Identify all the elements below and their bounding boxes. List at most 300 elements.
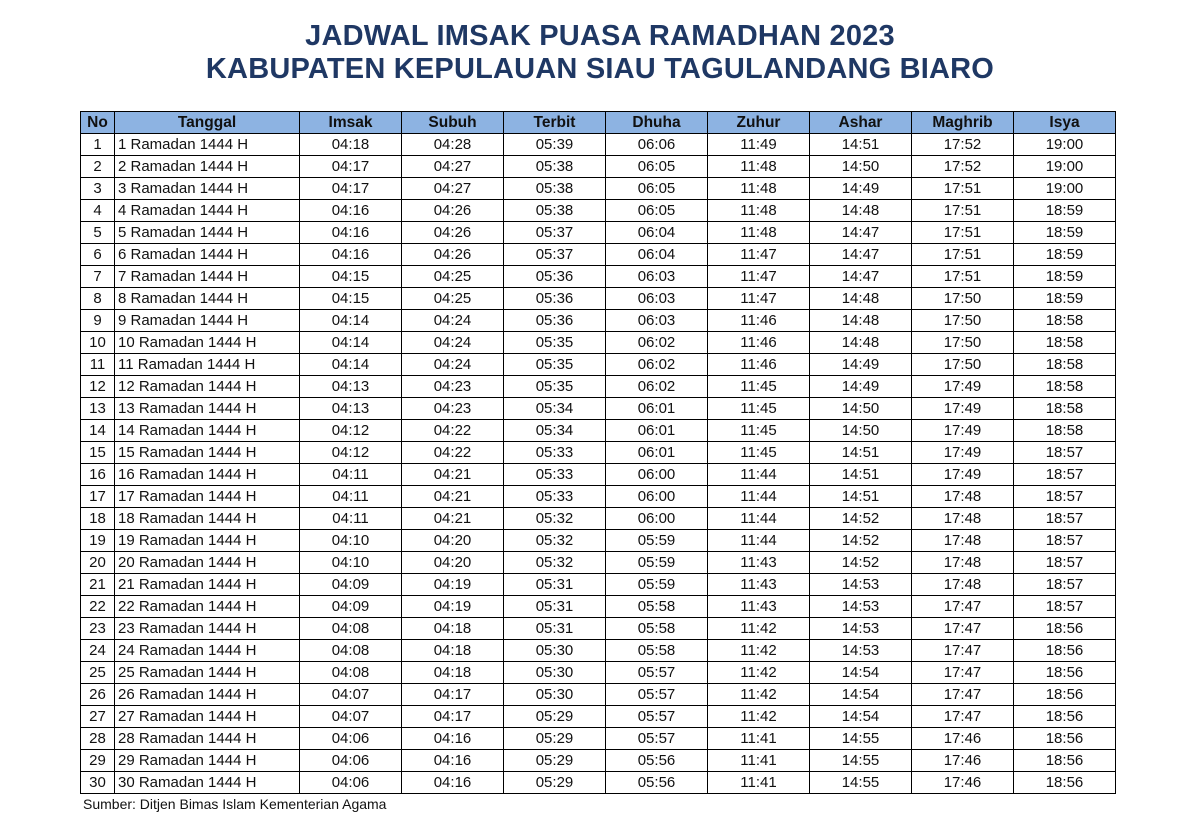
- cell-isya: 18:58: [1014, 354, 1116, 376]
- cell-zuhur: 11:48: [708, 200, 810, 222]
- cell-subuh: 04:16: [402, 750, 504, 772]
- cell-no: 17: [81, 486, 115, 508]
- prayer-schedule-table: [80, 111, 1116, 794]
- cell-terbit: 05:37: [504, 222, 606, 244]
- cell-tanggal: 15 Ramadan 1444 H: [115, 442, 300, 464]
- cell-imsak: 04:14: [300, 310, 402, 332]
- cell-tanggal: 7 Ramadan 1444 H: [115, 266, 300, 288]
- cell-terbit: 05:34: [504, 420, 606, 442]
- cell-dhuha: 06:04: [606, 244, 708, 266]
- cell-ashar: 14:53: [810, 596, 912, 618]
- cell-ashar: 14:52: [810, 508, 912, 530]
- cell-maghrib: 17:46: [912, 772, 1014, 794]
- table-row: [81, 178, 1116, 200]
- cell-imsak: 04:12: [300, 442, 402, 464]
- cell-subuh: 04:19: [402, 574, 504, 596]
- cell-terbit: 05:30: [504, 640, 606, 662]
- cell-tanggal: 24 Ramadan 1444 H: [115, 640, 300, 662]
- cell-maghrib: 17:48: [912, 530, 1014, 552]
- cell-no: 1: [81, 134, 115, 156]
- header-zuhur: Zuhur: [708, 112, 810, 134]
- cell-imsak: 04:11: [300, 486, 402, 508]
- table-row: [81, 486, 1116, 508]
- header-dhuha: Dhuha: [606, 112, 708, 134]
- cell-ashar: 14:52: [810, 530, 912, 552]
- cell-zuhur: 11:44: [708, 508, 810, 530]
- cell-terbit: 05:29: [504, 772, 606, 794]
- cell-subuh: 04:20: [402, 530, 504, 552]
- cell-isya: 18:57: [1014, 530, 1116, 552]
- cell-maghrib: 17:47: [912, 662, 1014, 684]
- cell-subuh: 04:26: [402, 200, 504, 222]
- table-row: [81, 266, 1116, 288]
- cell-terbit: 05:36: [504, 310, 606, 332]
- cell-zuhur: 11:44: [708, 464, 810, 486]
- cell-subuh: 04:26: [402, 222, 504, 244]
- table-row: [81, 684, 1116, 706]
- cell-tanggal: 17 Ramadan 1444 H: [115, 486, 300, 508]
- cell-maghrib: 17:52: [912, 156, 1014, 178]
- cell-terbit: 05:34: [504, 398, 606, 420]
- cell-terbit: 05:36: [504, 266, 606, 288]
- table-row: [81, 376, 1116, 398]
- cell-terbit: 05:37: [504, 244, 606, 266]
- cell-ashar: 14:48: [810, 310, 912, 332]
- cell-zuhur: 11:41: [708, 728, 810, 750]
- cell-terbit: 05:38: [504, 178, 606, 200]
- cell-zuhur: 11:42: [708, 640, 810, 662]
- cell-maghrib: 17:51: [912, 244, 1014, 266]
- cell-dhuha: 06:01: [606, 420, 708, 442]
- table-row: [81, 464, 1116, 486]
- cell-subuh: 04:17: [402, 706, 504, 728]
- cell-zuhur: 11:42: [708, 662, 810, 684]
- cell-imsak: 04:08: [300, 640, 402, 662]
- cell-isya: 19:00: [1014, 134, 1116, 156]
- cell-tanggal: 1 Ramadan 1444 H: [115, 134, 300, 156]
- cell-zuhur: 11:44: [708, 530, 810, 552]
- table-row: [81, 574, 1116, 596]
- cell-no: 18: [81, 508, 115, 530]
- cell-no: 15: [81, 442, 115, 464]
- cell-tanggal: 28 Ramadan 1444 H: [115, 728, 300, 750]
- cell-dhuha: 06:06: [606, 134, 708, 156]
- cell-imsak: 04:18: [300, 134, 402, 156]
- cell-terbit: 05:38: [504, 200, 606, 222]
- header-tanggal: Tanggal: [115, 112, 300, 134]
- cell-dhuha: 05:58: [606, 618, 708, 640]
- table-row: [81, 442, 1116, 464]
- cell-dhuha: 06:05: [606, 200, 708, 222]
- cell-isya: 18:58: [1014, 398, 1116, 420]
- cell-imsak: 04:17: [300, 178, 402, 200]
- cell-maghrib: 17:48: [912, 552, 1014, 574]
- cell-subuh: 04:16: [402, 772, 504, 794]
- cell-no: 20: [81, 552, 115, 574]
- cell-tanggal: 27 Ramadan 1444 H: [115, 706, 300, 728]
- cell-zuhur: 11:42: [708, 706, 810, 728]
- cell-ashar: 14:51: [810, 134, 912, 156]
- cell-subuh: 04:25: [402, 288, 504, 310]
- cell-maghrib: 17:49: [912, 420, 1014, 442]
- cell-ashar: 14:48: [810, 288, 912, 310]
- cell-maghrib: 17:51: [912, 200, 1014, 222]
- cell-imsak: 04:07: [300, 684, 402, 706]
- table-row: [81, 640, 1116, 662]
- cell-dhuha: 06:05: [606, 156, 708, 178]
- table-body: [81, 134, 1116, 794]
- cell-isya: 18:58: [1014, 420, 1116, 442]
- cell-imsak: 04:15: [300, 288, 402, 310]
- cell-zuhur: 11:45: [708, 442, 810, 464]
- header-maghrib: Maghrib: [912, 112, 1014, 134]
- cell-isya: 18:57: [1014, 442, 1116, 464]
- cell-zuhur: 11:41: [708, 772, 810, 794]
- cell-subuh: 04:23: [402, 398, 504, 420]
- cell-imsak: 04:09: [300, 574, 402, 596]
- cell-no: 13: [81, 398, 115, 420]
- header-ashar: Ashar: [810, 112, 912, 134]
- cell-tanggal: 20 Ramadan 1444 H: [115, 552, 300, 574]
- cell-no: 23: [81, 618, 115, 640]
- cell-subuh: 04:18: [402, 662, 504, 684]
- cell-tanggal: 18 Ramadan 1444 H: [115, 508, 300, 530]
- cell-ashar: 14:51: [810, 464, 912, 486]
- cell-no: 25: [81, 662, 115, 684]
- cell-tanggal: 14 Ramadan 1444 H: [115, 420, 300, 442]
- cell-maghrib: 17:47: [912, 618, 1014, 640]
- cell-isya: 18:57: [1014, 552, 1116, 574]
- cell-imsak: 04:06: [300, 772, 402, 794]
- cell-imsak: 04:11: [300, 508, 402, 530]
- table-row: [81, 156, 1116, 178]
- cell-terbit: 05:33: [504, 486, 606, 508]
- cell-ashar: 14:53: [810, 618, 912, 640]
- table-row: [81, 244, 1116, 266]
- cell-maghrib: 17:49: [912, 376, 1014, 398]
- cell-subuh: 04:26: [402, 244, 504, 266]
- cell-terbit: 05:33: [504, 442, 606, 464]
- cell-no: 9: [81, 310, 115, 332]
- table-row: [81, 772, 1116, 794]
- cell-ashar: 14:55: [810, 750, 912, 772]
- page-title: JADWAL IMSAK PUASA RAMADHAN 2023: [305, 20, 895, 52]
- cell-ashar: 14:51: [810, 486, 912, 508]
- cell-imsak: 04:15: [300, 266, 402, 288]
- cell-terbit: 05:36: [504, 288, 606, 310]
- cell-dhuha: 06:02: [606, 354, 708, 376]
- cell-isya: 19:00: [1014, 156, 1116, 178]
- table-row: [81, 222, 1116, 244]
- cell-zuhur: 11:43: [708, 596, 810, 618]
- cell-ashar: 14:51: [810, 442, 912, 464]
- cell-isya: 18:58: [1014, 376, 1116, 398]
- cell-dhuha: 05:57: [606, 706, 708, 728]
- cell-zuhur: 11:43: [708, 574, 810, 596]
- cell-terbit: 05:35: [504, 376, 606, 398]
- cell-ashar: 14:53: [810, 574, 912, 596]
- cell-no: 2: [81, 156, 115, 178]
- cell-tanggal: 6 Ramadan 1444 H: [115, 244, 300, 266]
- cell-imsak: 04:08: [300, 618, 402, 640]
- cell-terbit: 05:35: [504, 332, 606, 354]
- cell-zuhur: 11:44: [708, 486, 810, 508]
- cell-ashar: 14:48: [810, 200, 912, 222]
- cell-isya: 18:56: [1014, 662, 1116, 684]
- cell-subuh: 04:21: [402, 464, 504, 486]
- cell-dhuha: 06:01: [606, 398, 708, 420]
- header-isya: Isya: [1014, 112, 1116, 134]
- cell-isya: 18:56: [1014, 706, 1116, 728]
- header-no: No: [81, 112, 115, 134]
- cell-tanggal: 9 Ramadan 1444 H: [115, 310, 300, 332]
- table-row: [81, 706, 1116, 728]
- cell-imsak: 04:07: [300, 706, 402, 728]
- cell-no: 27: [81, 706, 115, 728]
- cell-no: 14: [81, 420, 115, 442]
- cell-tanggal: 2 Ramadan 1444 H: [115, 156, 300, 178]
- table-row: [81, 530, 1116, 552]
- cell-zuhur: 11:46: [708, 310, 810, 332]
- cell-ashar: 14:47: [810, 266, 912, 288]
- cell-imsak: 04:06: [300, 728, 402, 750]
- cell-dhuha: 06:03: [606, 310, 708, 332]
- cell-isya: 18:57: [1014, 486, 1116, 508]
- cell-dhuha: 06:00: [606, 486, 708, 508]
- cell-tanggal: 5 Ramadan 1444 H: [115, 222, 300, 244]
- cell-dhuha: 05:58: [606, 596, 708, 618]
- cell-maghrib: 17:48: [912, 574, 1014, 596]
- cell-no: 3: [81, 178, 115, 200]
- cell-ashar: 14:55: [810, 772, 912, 794]
- cell-terbit: 05:29: [504, 728, 606, 750]
- table-row: [81, 398, 1116, 420]
- cell-maghrib: 17:49: [912, 442, 1014, 464]
- cell-zuhur: 11:41: [708, 750, 810, 772]
- cell-zuhur: 11:42: [708, 618, 810, 640]
- cell-maghrib: 17:49: [912, 398, 1014, 420]
- cell-subuh: 04:17: [402, 684, 504, 706]
- cell-terbit: 05:31: [504, 574, 606, 596]
- cell-terbit: 05:30: [504, 684, 606, 706]
- cell-subuh: 04:24: [402, 332, 504, 354]
- cell-subuh: 04:27: [402, 178, 504, 200]
- cell-subuh: 04:20: [402, 552, 504, 574]
- table-row: [81, 728, 1116, 750]
- cell-zuhur: 11:43: [708, 552, 810, 574]
- cell-dhuha: 06:00: [606, 508, 708, 530]
- cell-terbit: 05:32: [504, 552, 606, 574]
- cell-zuhur: 11:49: [708, 134, 810, 156]
- cell-no: 7: [81, 266, 115, 288]
- cell-tanggal: 26 Ramadan 1444 H: [115, 684, 300, 706]
- table-row: [81, 552, 1116, 574]
- cell-isya: 18:59: [1014, 244, 1116, 266]
- cell-zuhur: 11:48: [708, 178, 810, 200]
- cell-terbit: 05:39: [504, 134, 606, 156]
- cell-subuh: 04:18: [402, 618, 504, 640]
- cell-maghrib: 17:50: [912, 310, 1014, 332]
- cell-dhuha: 06:02: [606, 376, 708, 398]
- cell-subuh: 04:23: [402, 376, 504, 398]
- cell-subuh: 04:22: [402, 420, 504, 442]
- cell-ashar: 14:50: [810, 420, 912, 442]
- cell-maghrib: 17:51: [912, 222, 1014, 244]
- cell-no: 30: [81, 772, 115, 794]
- cell-tanggal: 23 Ramadan 1444 H: [115, 618, 300, 640]
- cell-dhuha: 05:56: [606, 750, 708, 772]
- cell-terbit: 05:38: [504, 156, 606, 178]
- table-row: [81, 354, 1116, 376]
- cell-dhuha: 05:59: [606, 574, 708, 596]
- cell-imsak: 04:12: [300, 420, 402, 442]
- cell-maghrib: 17:50: [912, 332, 1014, 354]
- cell-terbit: 05:30: [504, 662, 606, 684]
- cell-ashar: 14:50: [810, 398, 912, 420]
- cell-maghrib: 17:47: [912, 640, 1014, 662]
- cell-zuhur: 11:48: [708, 156, 810, 178]
- cell-terbit: 05:29: [504, 706, 606, 728]
- cell-ashar: 14:52: [810, 552, 912, 574]
- cell-subuh: 04:22: [402, 442, 504, 464]
- cell-subuh: 04:18: [402, 640, 504, 662]
- cell-maghrib: 17:52: [912, 134, 1014, 156]
- cell-maghrib: 17:49: [912, 464, 1014, 486]
- cell-imsak: 04:08: [300, 662, 402, 684]
- cell-no: 21: [81, 574, 115, 596]
- cell-tanggal: 21 Ramadan 1444 H: [115, 574, 300, 596]
- cell-zuhur: 11:47: [708, 288, 810, 310]
- cell-tanggal: 8 Ramadan 1444 H: [115, 288, 300, 310]
- cell-tanggal: 19 Ramadan 1444 H: [115, 530, 300, 552]
- cell-zuhur: 11:48: [708, 222, 810, 244]
- cell-no: 19: [81, 530, 115, 552]
- cell-no: 12: [81, 376, 115, 398]
- cell-imsak: 04:10: [300, 530, 402, 552]
- table-row: [81, 750, 1116, 772]
- cell-maghrib: 17:47: [912, 706, 1014, 728]
- cell-isya: 18:57: [1014, 508, 1116, 530]
- cell-maghrib: 17:51: [912, 266, 1014, 288]
- cell-ashar: 14:49: [810, 178, 912, 200]
- cell-subuh: 04:27: [402, 156, 504, 178]
- cell-dhuha: 06:01: [606, 442, 708, 464]
- cell-terbit: 05:33: [504, 464, 606, 486]
- cell-isya: 18:59: [1014, 222, 1116, 244]
- source-note: Sumber: Ditjen Bimas Islam Kementerian Agama: [83, 796, 387, 812]
- cell-zuhur: 11:45: [708, 420, 810, 442]
- cell-maghrib: 17:48: [912, 486, 1014, 508]
- header-subuh: Subuh: [402, 112, 504, 134]
- cell-imsak: 04:10: [300, 552, 402, 574]
- cell-imsak: 04:13: [300, 376, 402, 398]
- cell-ashar: 14:55: [810, 728, 912, 750]
- cell-terbit: 05:29: [504, 750, 606, 772]
- cell-terbit: 05:31: [504, 618, 606, 640]
- cell-terbit: 05:31: [504, 596, 606, 618]
- cell-subuh: 04:19: [402, 596, 504, 618]
- table-row: [81, 420, 1116, 442]
- cell-imsak: 04:17: [300, 156, 402, 178]
- cell-maghrib: 17:46: [912, 728, 1014, 750]
- cell-ashar: 14:49: [810, 376, 912, 398]
- cell-no: 10: [81, 332, 115, 354]
- cell-imsak: 04:16: [300, 222, 402, 244]
- cell-subuh: 04:28: [402, 134, 504, 156]
- cell-ashar: 14:54: [810, 706, 912, 728]
- header-terbit: Terbit: [504, 112, 606, 134]
- cell-terbit: 05:32: [504, 508, 606, 530]
- cell-dhuha: 05:58: [606, 640, 708, 662]
- cell-dhuha: 05:56: [606, 772, 708, 794]
- cell-maghrib: 17:46: [912, 750, 1014, 772]
- cell-isya: 18:56: [1014, 772, 1116, 794]
- cell-dhuha: 05:57: [606, 662, 708, 684]
- cell-imsak: 04:14: [300, 354, 402, 376]
- cell-dhuha: 06:03: [606, 266, 708, 288]
- cell-isya: 18:56: [1014, 728, 1116, 750]
- cell-isya: 18:57: [1014, 596, 1116, 618]
- table-row: [81, 596, 1116, 618]
- cell-zuhur: 11:42: [708, 684, 810, 706]
- cell-no: 5: [81, 222, 115, 244]
- cell-ashar: 14:47: [810, 244, 912, 266]
- cell-dhuha: 05:59: [606, 552, 708, 574]
- cell-isya: 19:00: [1014, 178, 1116, 200]
- table-row: [81, 288, 1116, 310]
- page-subtitle: KABUPATEN KEPULAUAN SIAU TAGULANDANG BIARO: [205, 53, 995, 85]
- cell-maghrib: 17:47: [912, 684, 1014, 706]
- cell-ashar: 14:47: [810, 222, 912, 244]
- table-header-row: [81, 112, 1116, 134]
- cell-subuh: 04:21: [402, 508, 504, 530]
- cell-zuhur: 11:45: [708, 398, 810, 420]
- cell-imsak: 04:14: [300, 332, 402, 354]
- cell-subuh: 04:24: [402, 310, 504, 332]
- table-row: [81, 508, 1116, 530]
- cell-zuhur: 11:47: [708, 266, 810, 288]
- cell-isya: 18:58: [1014, 310, 1116, 332]
- cell-dhuha: 06:04: [606, 222, 708, 244]
- cell-isya: 18:57: [1014, 574, 1116, 596]
- cell-no: 26: [81, 684, 115, 706]
- header-imsak: Imsak: [300, 112, 402, 134]
- cell-maghrib: 17:48: [912, 508, 1014, 530]
- cell-tanggal: 16 Ramadan 1444 H: [115, 464, 300, 486]
- cell-zuhur: 11:45: [708, 376, 810, 398]
- cell-ashar: 14:50: [810, 156, 912, 178]
- table-row: [81, 200, 1116, 222]
- cell-ashar: 14:53: [810, 640, 912, 662]
- cell-dhuha: 06:02: [606, 332, 708, 354]
- cell-zuhur: 11:46: [708, 354, 810, 376]
- cell-isya: 18:57: [1014, 464, 1116, 486]
- cell-no: 6: [81, 244, 115, 266]
- cell-ashar: 14:49: [810, 354, 912, 376]
- cell-zuhur: 11:47: [708, 244, 810, 266]
- table-row: [81, 662, 1116, 684]
- cell-tanggal: 4 Ramadan 1444 H: [115, 200, 300, 222]
- cell-dhuha: 06:00: [606, 464, 708, 486]
- cell-zuhur: 11:46: [708, 332, 810, 354]
- cell-dhuha: 06:03: [606, 288, 708, 310]
- cell-tanggal: 30 Ramadan 1444 H: [115, 772, 300, 794]
- cell-isya: 18:59: [1014, 288, 1116, 310]
- cell-dhuha: 05:59: [606, 530, 708, 552]
- cell-tanggal: 10 Ramadan 1444 H: [115, 332, 300, 354]
- cell-no: 11: [81, 354, 115, 376]
- cell-maghrib: 17:47: [912, 596, 1014, 618]
